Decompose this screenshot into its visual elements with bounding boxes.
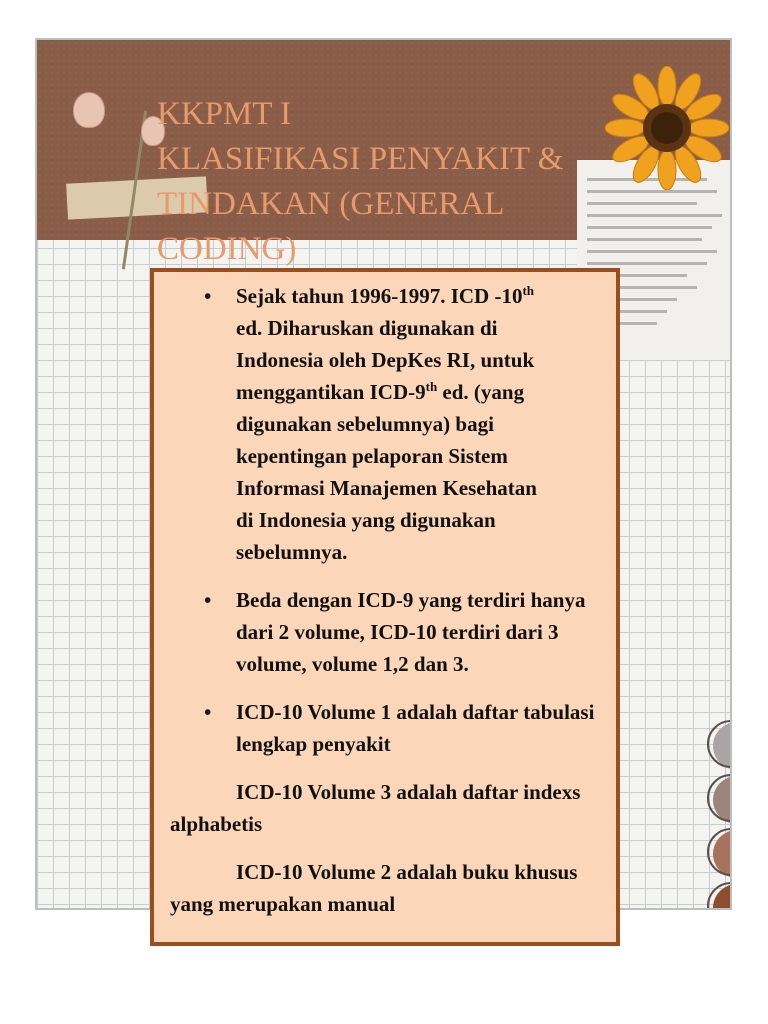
content-text xyxy=(154,280,616,936)
text-line: Indonesia oleh DepKes RI, untuk xyxy=(236,348,535,372)
indented-paragraph: ICD-10 Volume 3 adalah daftar indexs alphabetis xyxy=(170,780,581,836)
indented-paragraph: ICD-10 Volume 2 adalah buku khusus yang merupakan manual xyxy=(170,860,578,916)
swatch-ring xyxy=(707,774,732,822)
text-line: menggantikan ICD-9th ed. (yang xyxy=(236,379,525,404)
title-line: KKPMT I xyxy=(157,96,292,132)
dried-flower-bud-icon xyxy=(73,92,105,128)
text-line: kepentingan pelaporan Sistem xyxy=(236,444,508,468)
text-line: ed. Diharuskan digunakan di xyxy=(236,316,498,340)
swatch-ring xyxy=(707,882,732,910)
text-line: di Indonesia yang digunakan xyxy=(236,508,496,532)
bullet-dot: • xyxy=(204,284,212,308)
superscript: th xyxy=(522,283,535,298)
content-box xyxy=(150,268,620,946)
title-line: TINDAKAN (GENERAL xyxy=(157,186,505,222)
title-line: KLASIFIKASI PENYAKIT & xyxy=(157,141,564,177)
swatch-ring xyxy=(707,720,732,768)
bullet-dot: • xyxy=(204,700,212,724)
bullet-text: Beda dengan ICD-9 yang terdiri hanya dari 2 volume, ICD-10 terdiri dari 3 volume, volume 1,2 dan 3. xyxy=(236,588,586,676)
text-line: Informasi Manajemen Kesehatan xyxy=(236,476,537,500)
swatch-ring xyxy=(707,828,732,876)
text-line: Sejak tahun 1996-1997. ICD -10th xyxy=(236,283,535,308)
superscript: th xyxy=(425,379,438,394)
bullet-item xyxy=(154,280,616,568)
bullet-item xyxy=(154,584,616,680)
text-line: sebelumnya. xyxy=(236,540,348,564)
page-title xyxy=(157,92,627,272)
bullet-dot: • xyxy=(204,588,212,612)
title-line: CODING) xyxy=(157,231,297,267)
bullet-text: ICD-10 Volume 1 adalah daftar tabulasi lengkap penyakit xyxy=(236,700,595,756)
text-line: digunakan sebelumnya) bagi xyxy=(236,412,494,436)
bullet-item xyxy=(154,696,616,760)
